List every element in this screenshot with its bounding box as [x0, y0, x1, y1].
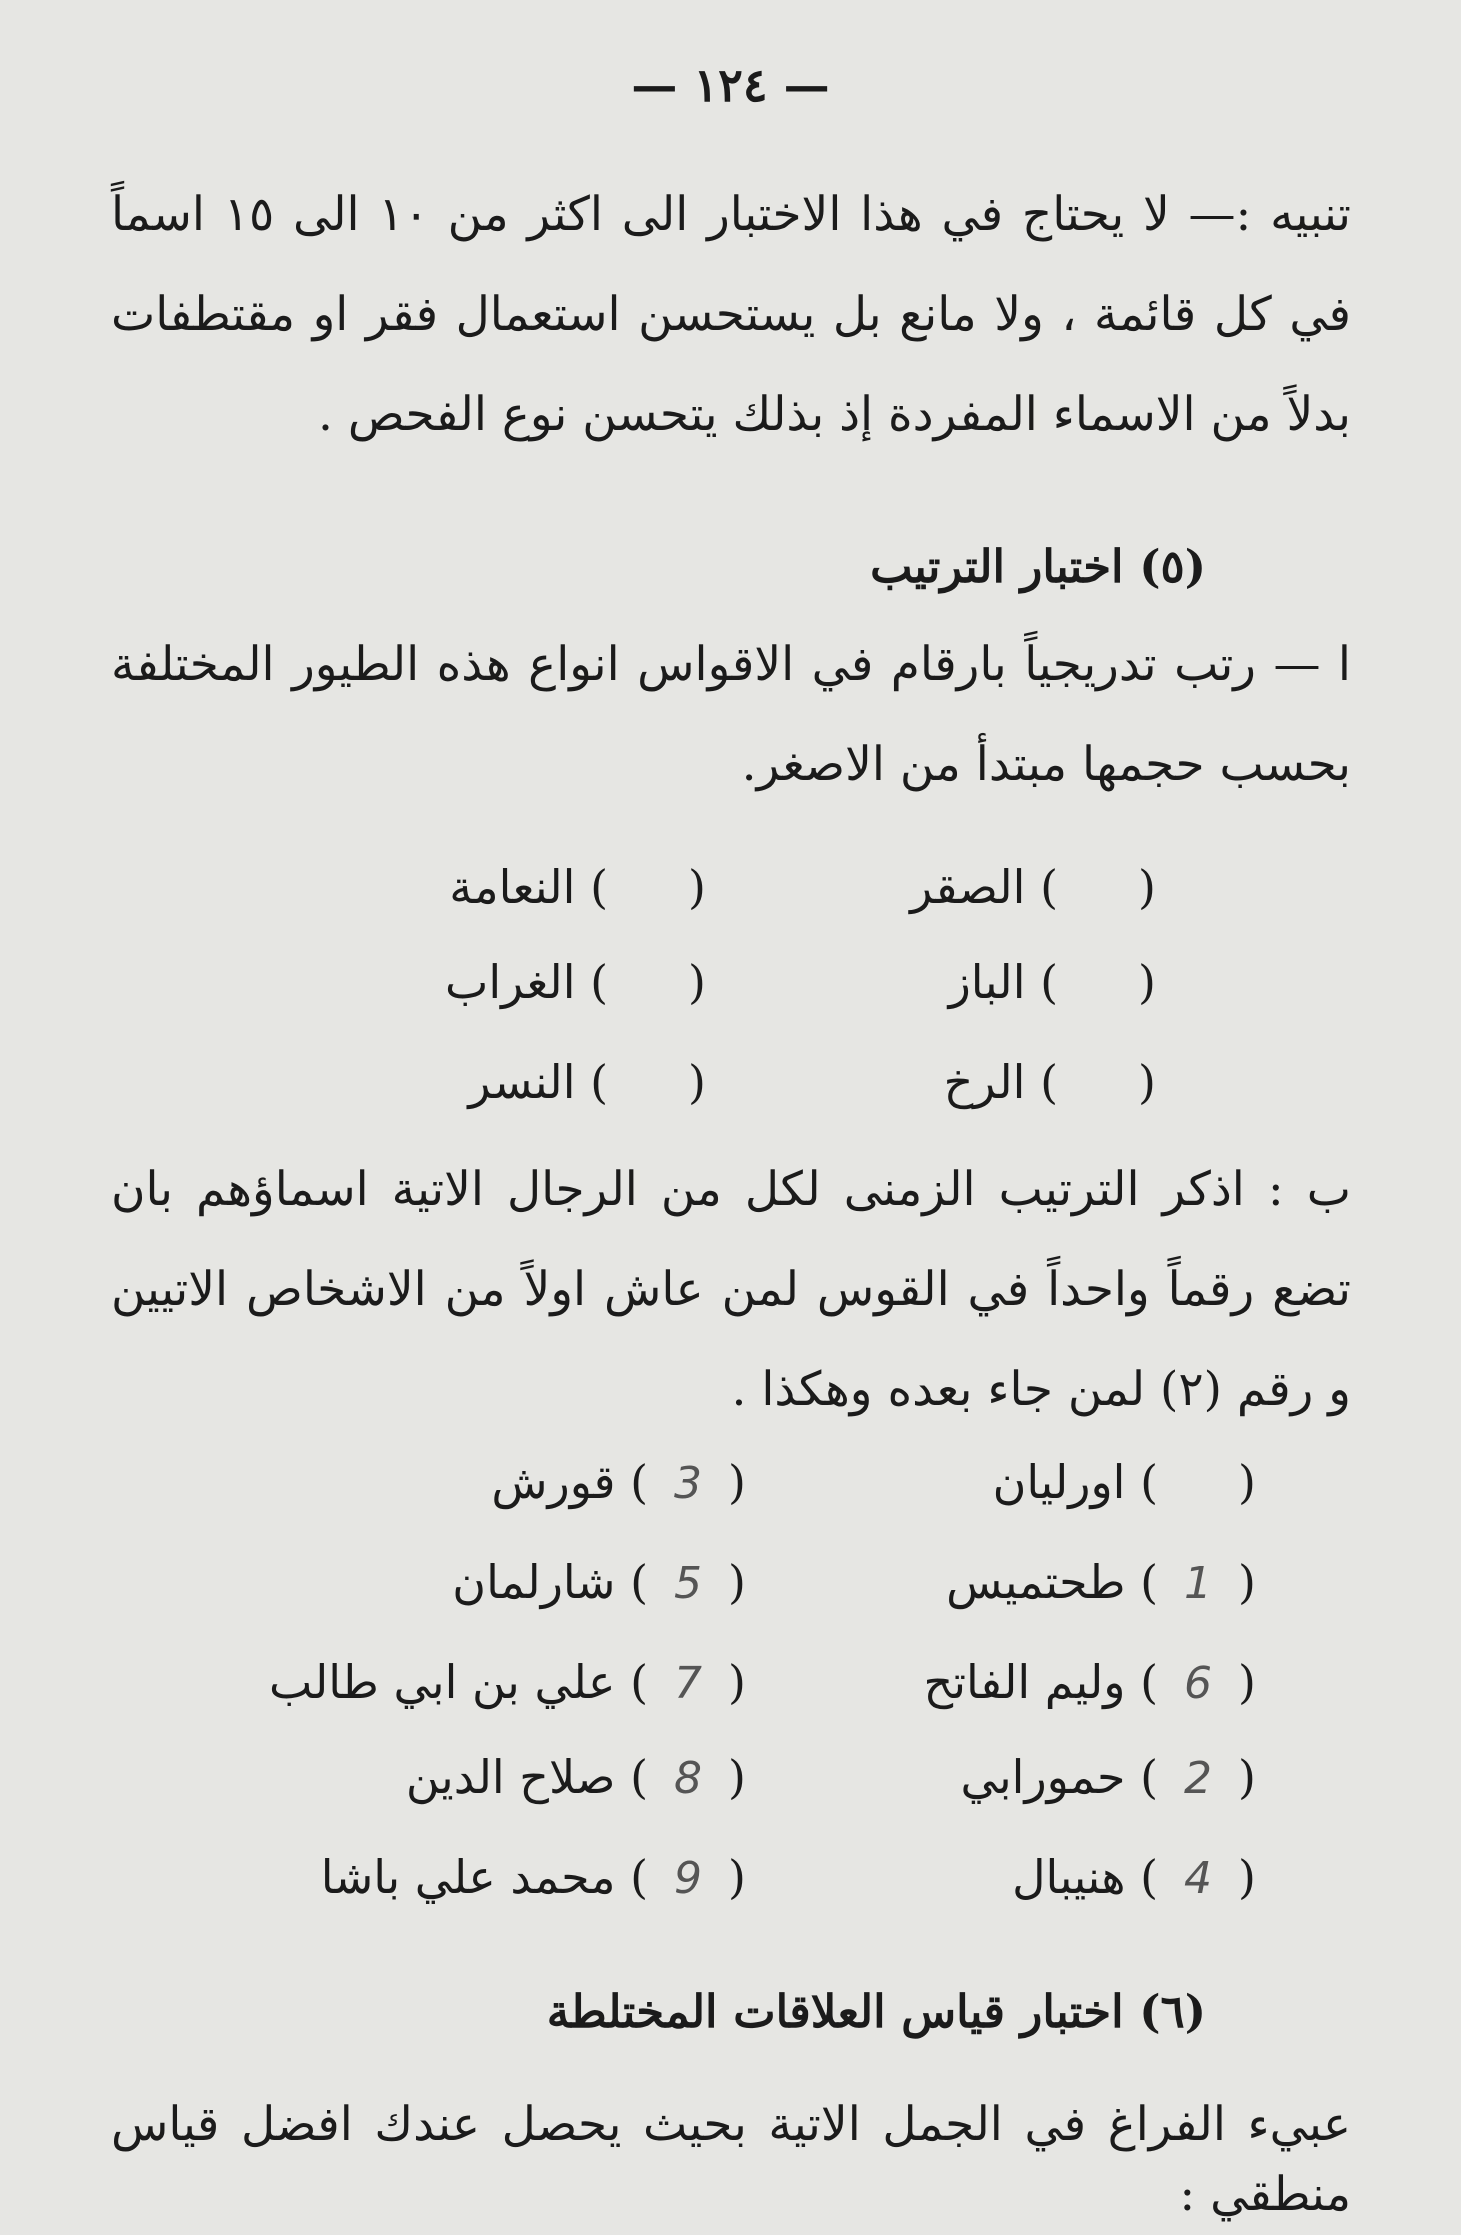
list-item: () الغراب [445, 955, 706, 1009]
list-item: (1) طحتميس [946, 1555, 1256, 1609]
list-item: (4) هنيبال [1012, 1850, 1256, 1904]
persons-row [0, 1750, 1461, 1820]
list-item: (5) شارلمان [452, 1555, 746, 1609]
persons-row [0, 1655, 1461, 1725]
item-label: الباز [948, 955, 1026, 1009]
item-label: محمد علي باشا [320, 1850, 616, 1904]
item-label: قورش [491, 1455, 616, 1509]
answer-mark: 1 [1184, 1558, 1213, 1609]
list-item: () النعامة [449, 860, 706, 914]
section6-instruction: عبيء الفراغ في الجمل الاتية بحيث يحصل عندك افضل قياس منطقي : [111, 2097, 1351, 2222]
list-item: (9) محمد علي باشا [320, 1850, 746, 1904]
persons-row [0, 1455, 1461, 1525]
item-label: النعامة [449, 860, 576, 914]
birds-row [0, 955, 1461, 1025]
answer-mark: 5 [674, 1558, 703, 1609]
item-label: النسر [468, 1055, 576, 1109]
item-label: طحتميس [946, 1555, 1126, 1609]
answer-mark: 8 [674, 1753, 703, 1804]
persons-row [0, 1850, 1461, 1920]
list-item: (6) وليم الفاتح [923, 1655, 1256, 1709]
list-item: () الباز [948, 955, 1156, 1009]
answer-mark: 4 [1184, 1853, 1213, 1904]
item-label: حمورابي [960, 1750, 1126, 1804]
item-label: اورليان [992, 1455, 1126, 1509]
list-item: () النسر [468, 1055, 706, 1109]
list-item: (7) علي بن ابي طالب [269, 1655, 746, 1709]
answer-mark: 3 [674, 1458, 703, 1509]
item-label: الرخ [943, 1055, 1026, 1109]
section5-part-a-instruction: ا — رتب تدريجياً بارقام في الاقواس انواع هذه الطيور المختلفة بحسب حجمها مبتدأ من الاصغر. [111, 637, 1351, 792]
answer-mark: 7 [674, 1658, 703, 1709]
item-label: وليم الفاتح [923, 1655, 1126, 1709]
list-item: () الصقر [910, 860, 1156, 914]
item-label: الغراب [445, 955, 576, 1009]
answer-mark: 2 [1184, 1753, 1213, 1804]
persons-row [0, 1555, 1461, 1625]
list-item: () اورليان [992, 1455, 1256, 1509]
section5-title: (٥) اختبار الترتيب [870, 540, 1206, 593]
item-label: صلاح الدين [405, 1750, 616, 1804]
list-item: (2) حمورابي [960, 1750, 1256, 1804]
birds-row [0, 1055, 1461, 1125]
page-number: — ١٢٤ — [631, 58, 830, 112]
list-item: () الرخ [943, 1055, 1156, 1109]
answer-mark: 6 [1184, 1658, 1213, 1709]
item-label: هنيبال [1012, 1850, 1126, 1904]
list-item: (3) قورش [491, 1455, 746, 1509]
list-item: (8) صلاح الدين [405, 1750, 746, 1804]
item-label: علي بن ابي طالب [269, 1655, 616, 1709]
birds-row [0, 860, 1461, 930]
item-label: شارلمان [452, 1555, 616, 1609]
note-paragraph: تنبيه :— لا يحتاج في هذا الاختبار الى اكثر من ١٠ الى ١٥ اسماً في كل قائمة ، ولا مانع بل يستحسن استعمال فقر او مقتطفات بدلاً من الاسماء المفردة إذ بذلك يتحسن نوع الفحص . [111, 187, 1352, 442]
section5-part-b-instruction: ب : اذكر الترتيب الزمنى لكل من الرجال الاتية اسماؤهم بان تضع رقماً واحداً في القوس لمن عاش اولاً من الاشخاص الاتيين و رقم (٢) لمن جاء بعده وهكذا . [111, 1162, 1351, 1417]
item-label: الصقر [910, 860, 1026, 914]
answer-mark: 9 [674, 1853, 703, 1904]
section6-title: (٦) اختبار قياس العلاقات المختلطة [546, 1985, 1206, 2038]
